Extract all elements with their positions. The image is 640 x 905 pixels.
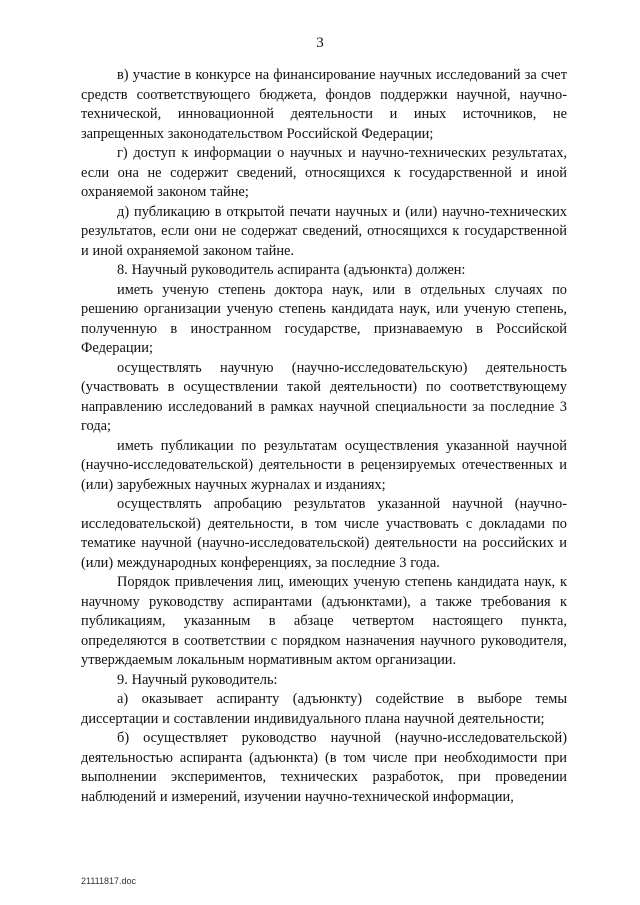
paragraph-9-heading: 9. Научный руководитель: [117,671,278,688]
paragraph-procedure: Порядок привлечения лиц, имеющих ученую степень кандидата наук, к научному руководству аспирантами (адъюнктами), а также требования к публикациям, указанным в абзаце четвертом настоящего пункта, определяются в соответствии с порядком назначения научного руководителя, утверждаемым локальным нормативным актом организации. [81,574,567,668]
paragraph-d-publication: д) публикацию в открытой печати научных и (или) научно-технических результатов, если они не содержат сведений, относящихся к государственной и иной охраняемой законом тайне. [81,203,567,259]
paragraph-approbation: осуществлять апробацию результатов указанной научной (научно-исследовательской) деятельности, в том числе участвовать с докладами по тематике научной (научно-исследовательской) деятельности на российских и (или) международных конференциях, за последние 3 года. [81,496,567,571]
footer-file-reference: 21111817.doc [81,876,137,886]
paragraph-g-information-access: г) доступ к информации о научных и научно-технических результатах, если она не содержит сведений, относящихся к государственной и иной охраняемой законом тайне; [81,145,567,200]
paragraph-a-assistance: а) оказывает аспиранту (адъюнкту) содействие в выборе темы диссертации и составлении индивидуального плана научной деятельности; [81,691,567,727]
paragraph-degree-requirement: иметь ученую степень доктора наук, или в отдельных случаях по решению организации ученую степень кандидата наук, или ученую степень, полученную в иностранном государстве, признаваемую в Российской Федерации; [81,281,567,356]
document-body [81,66,567,807]
paragraph-publications: иметь публикации по результатам осуществления указанной научной (научно-исследовательской) деятельности в рецензируемых отечественных и (или) зарубежных научных журналах и изданиях; [81,437,567,493]
page-number: 3 [316,35,324,51]
paragraph-research-activity: осуществлять научную (научно-исследовательскую) деятельность (участвовать в осуществлении такой деятельности) по соответствующему направлению исследований в рамках научной специальности за последние 3 года; [81,359,567,434]
paragraph-8-heading: 8. Научный руководитель аспиранта (адъюнкта) должен: [117,262,466,278]
paragraph-v-competition: в) участие в конкурсе на финансирование научных исследований за счет средств соответствующего бюджета, фондов поддержки научной, научно-технической, инновационной деятельности и иных источников, не запрещенных законодательством Российской Федерации; [81,67,567,142]
paragraph-b-supervision: б) осуществляет руководство научной (научно-исследовательской) деятельностью аспиранта (адъюнкта) (в том числе при необходимости при выполнении экспериментов, технических разработок, при проведении наблюдений и измерений, изучении научно-технической информации, [81,730,567,805]
